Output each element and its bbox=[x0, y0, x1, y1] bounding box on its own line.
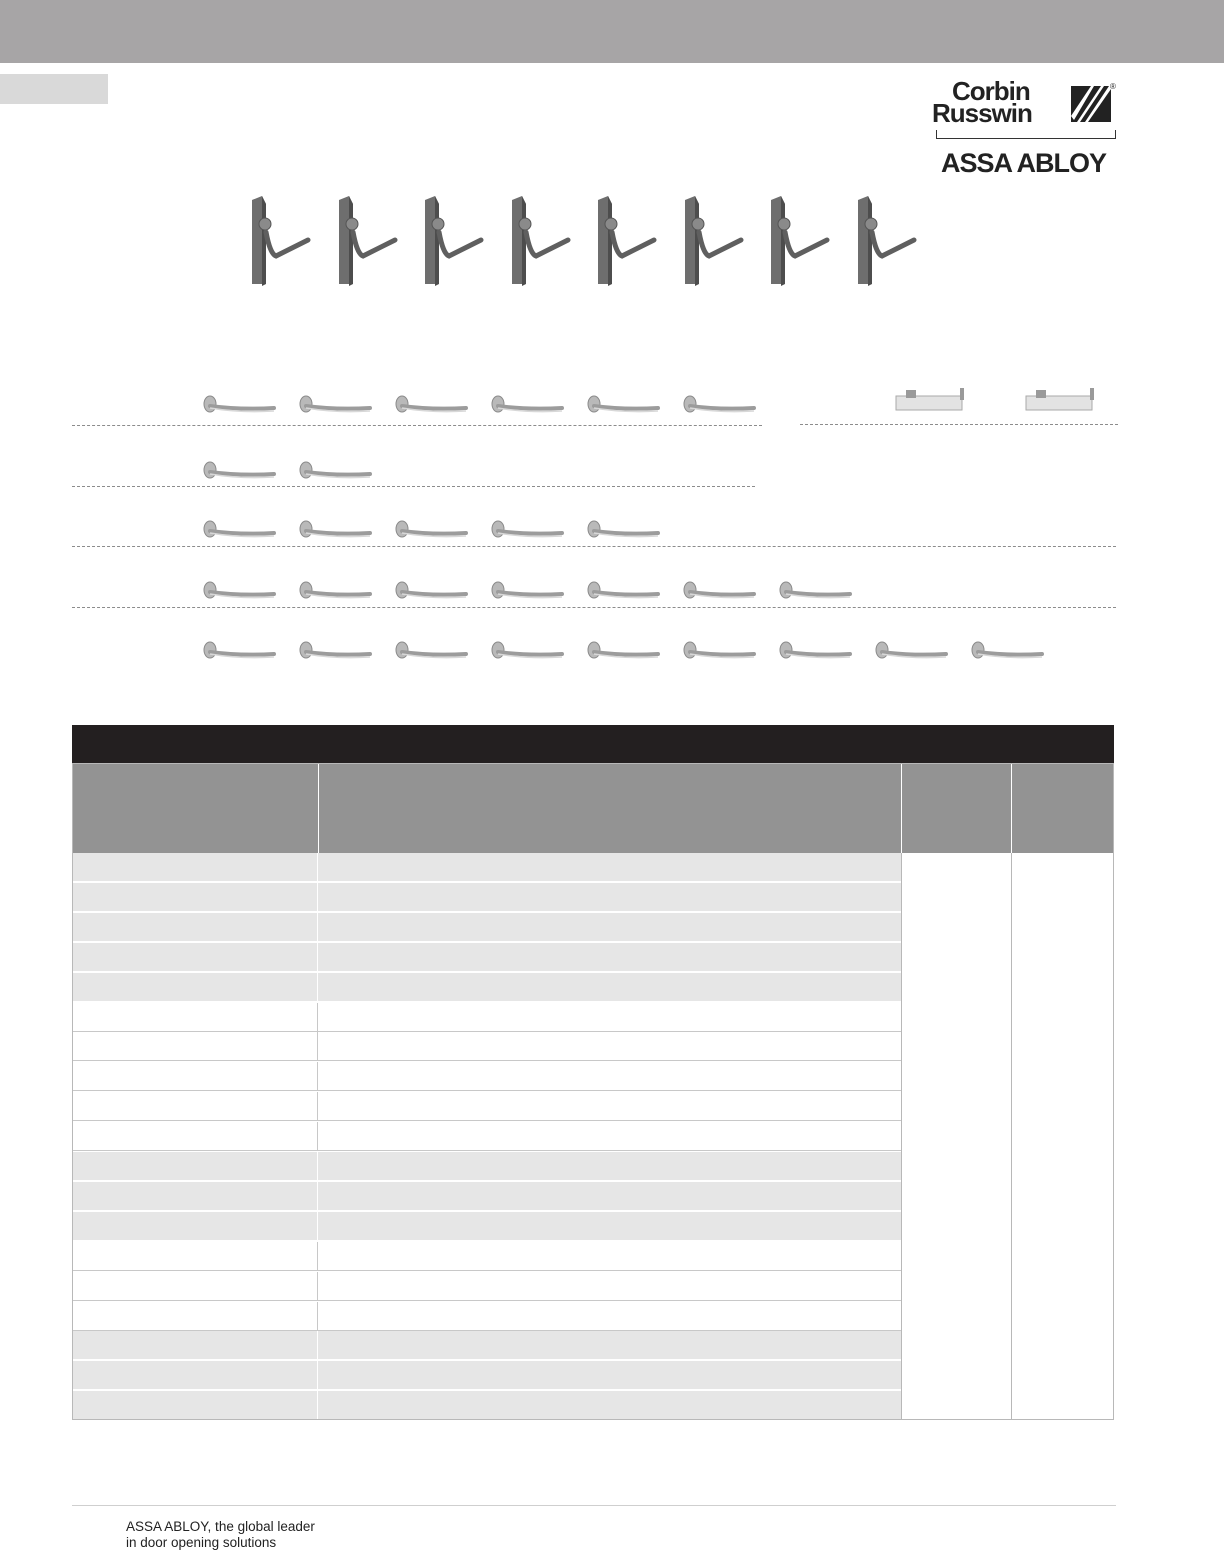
lever-row-divider bbox=[72, 486, 755, 487]
table-cell bbox=[72, 1062, 318, 1090]
lever-style-icon bbox=[296, 511, 376, 545]
table-cell bbox=[72, 943, 318, 971]
lever-style-icon bbox=[200, 632, 280, 666]
registered-mark: ® bbox=[1110, 82, 1116, 91]
lever-style-icon bbox=[296, 632, 376, 666]
exit-trim-lever-8-icon bbox=[846, 196, 921, 292]
lever-style-icon bbox=[968, 632, 1048, 666]
table-cell bbox=[72, 1003, 318, 1031]
exit-trim-lever-4-icon bbox=[500, 196, 575, 292]
logo-assa-abloy: ASSA ABLOY bbox=[941, 148, 1107, 178]
table-row bbox=[72, 1122, 902, 1151]
lever-style-icon bbox=[584, 632, 664, 666]
footer-tagline-line-1: ASSA ABLOY, the global leader bbox=[126, 1519, 315, 1534]
table-cell bbox=[72, 1361, 318, 1389]
lever-style-icon bbox=[200, 452, 280, 486]
exit-trim-lever-3-icon bbox=[413, 196, 488, 292]
lever-style-icon bbox=[680, 572, 760, 606]
table-merged-col-3 bbox=[901, 853, 1012, 1420]
header-band bbox=[0, 0, 1224, 63]
lever-row-divider bbox=[72, 425, 762, 426]
lever-style-icon bbox=[584, 386, 664, 420]
table-row bbox=[72, 1152, 902, 1181]
table-row bbox=[72, 1361, 902, 1390]
table-cell bbox=[72, 1242, 318, 1270]
lever-style-icon bbox=[776, 632, 856, 666]
table-row bbox=[72, 1302, 902, 1331]
table-merged-col-4 bbox=[1011, 853, 1114, 1420]
table-subheader-col-1 bbox=[72, 763, 318, 853]
lever-style-icon bbox=[296, 572, 376, 606]
table-header-bar bbox=[72, 725, 1114, 763]
lever-style-icon bbox=[584, 511, 664, 545]
table-cell bbox=[72, 1152, 318, 1180]
lever-style-icon bbox=[200, 386, 280, 420]
logo-word-russwin: Russwin bbox=[932, 98, 1032, 128]
table-cell bbox=[72, 1302, 318, 1330]
lever-style-icon bbox=[584, 572, 664, 606]
footer-tagline-line-2: in door opening solutions bbox=[126, 1535, 277, 1550]
table-cell bbox=[72, 913, 318, 941]
logo-stripes-icon bbox=[1071, 86, 1111, 122]
table-cell bbox=[72, 1032, 318, 1060]
table-row bbox=[72, 1242, 902, 1271]
corbin-russwin-logo bbox=[930, 78, 1120, 178]
footer-rule bbox=[72, 1505, 1116, 1506]
table-row bbox=[72, 1331, 902, 1360]
lever-style-icon bbox=[488, 632, 568, 666]
table-cell bbox=[72, 1212, 318, 1240]
table-row bbox=[72, 1032, 902, 1061]
exit-trim-lever-1-icon bbox=[240, 196, 315, 292]
table-row bbox=[72, 1212, 902, 1241]
exit-trim-gallery bbox=[240, 196, 930, 292]
lever-style-icon bbox=[488, 511, 568, 545]
lever-style-icon bbox=[392, 572, 472, 606]
table-subheader-col-4 bbox=[1012, 763, 1114, 853]
table-row bbox=[72, 1092, 902, 1121]
table-cell bbox=[72, 1272, 318, 1300]
table-cell bbox=[72, 883, 318, 911]
mortise-lever-icon bbox=[1024, 386, 1104, 420]
table-row bbox=[72, 1003, 902, 1032]
lever-style-icon bbox=[392, 511, 472, 545]
exit-trim-lever-2-icon bbox=[327, 196, 402, 292]
table-row bbox=[72, 973, 902, 1002]
lever-style-icon bbox=[392, 386, 472, 420]
table-cell bbox=[72, 1092, 318, 1120]
exit-trim-lever-7-icon bbox=[759, 196, 834, 292]
table-row bbox=[72, 1062, 902, 1091]
table-row bbox=[72, 943, 902, 972]
table-cell bbox=[72, 1122, 318, 1150]
lever-style-icon bbox=[488, 386, 568, 420]
table-cell bbox=[72, 1331, 318, 1359]
spec-table bbox=[72, 725, 1114, 1420]
lever-style-icon bbox=[200, 511, 280, 545]
footer-tagline bbox=[126, 1519, 386, 1551]
logo-divider bbox=[936, 130, 1116, 139]
table-cell bbox=[72, 853, 318, 881]
lever-style-icon bbox=[680, 632, 760, 666]
table-cell bbox=[72, 973, 318, 1001]
table-cell bbox=[72, 1391, 318, 1419]
lever-style-icon bbox=[200, 572, 280, 606]
table-row bbox=[72, 913, 902, 942]
table-cell bbox=[72, 1182, 318, 1210]
lever-style-icon bbox=[776, 572, 856, 606]
lever-style-icon bbox=[488, 572, 568, 606]
lever-style-icon bbox=[392, 632, 472, 666]
lever-style-icon bbox=[680, 386, 760, 420]
table-row bbox=[72, 883, 902, 912]
table-subheader-col-3 bbox=[902, 763, 1011, 853]
page-tab bbox=[0, 74, 108, 104]
lever-style-icon bbox=[296, 452, 376, 486]
lever-row-divider bbox=[72, 546, 1116, 547]
lever-row-divider bbox=[72, 607, 1116, 608]
table-row bbox=[72, 1182, 902, 1211]
table-row bbox=[72, 1272, 902, 1301]
table-row bbox=[72, 853, 902, 882]
table-subheader-col-2 bbox=[319, 763, 901, 853]
mortise-lever-icon bbox=[894, 386, 974, 420]
lever-style-icon bbox=[872, 632, 952, 666]
lever-row-divider-right bbox=[800, 424, 1118, 425]
exit-trim-lever-5-icon bbox=[586, 196, 661, 292]
table-row bbox=[72, 1391, 902, 1420]
lever-style-icon bbox=[296, 386, 376, 420]
logo-word-corbin: Corbin bbox=[952, 76, 1030, 106]
exit-trim-lever-6-icon bbox=[673, 196, 748, 292]
